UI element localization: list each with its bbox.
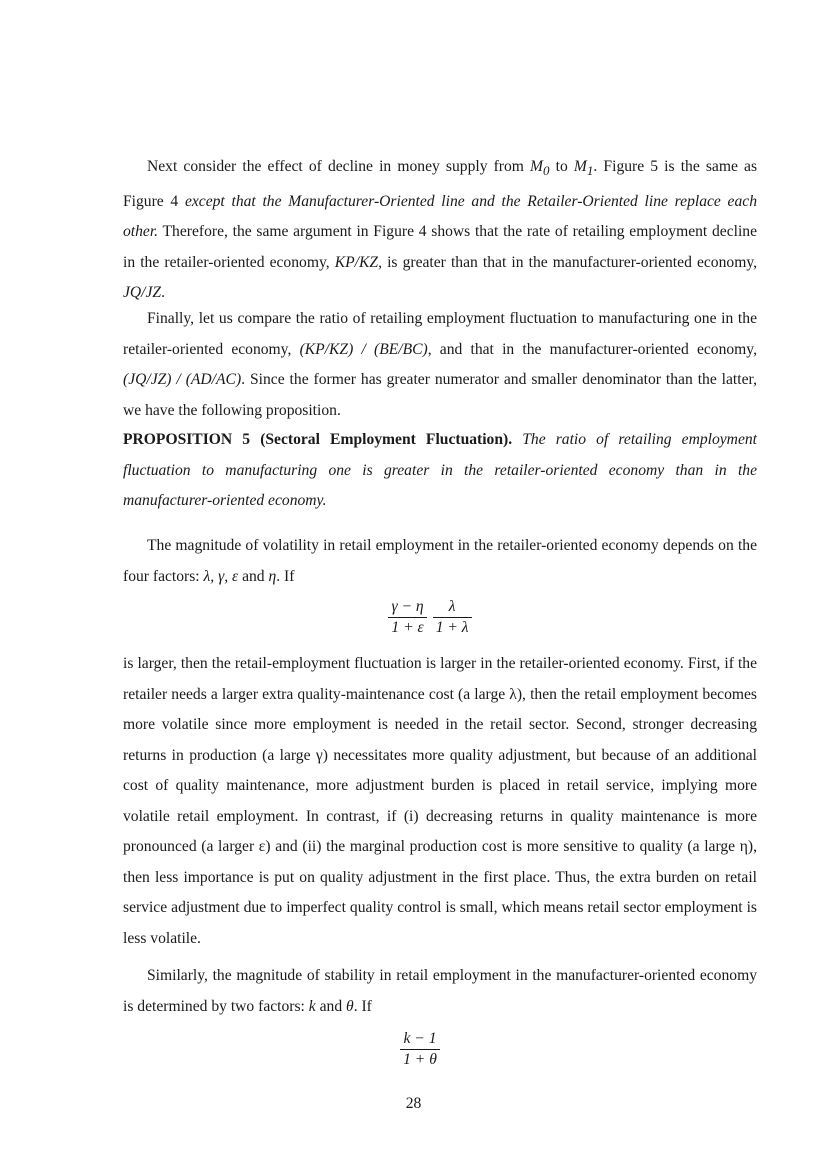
equation-stability	[390, 1030, 450, 1069]
text: Therefore, the same argument in Figure 4 shows that the rate of retailing employment decline in the retailer-oriented economy,	[123, 223, 757, 271]
proposition-5	[123, 425, 757, 517]
math-eta: η	[268, 567, 277, 585]
paragraph-volatility-factors	[123, 531, 757, 592]
text: to	[549, 158, 574, 175]
text: . Since the former has greater numerator and smaller denominator than the latter, we have the following proposition.	[123, 371, 757, 419]
text: Next consider the effect of decline in money supply from	[147, 158, 531, 175]
math-manufacturer-ratio: (JQ/JZ) / (AD/AC)	[123, 371, 242, 388]
emphasis-text: except that the Manufacturer-Oriented line and the Retailer-Oriented line replace each other.	[123, 192, 757, 241]
proposition-label: PROPOSITION 5 (Sectoral Employment Fluctuation).	[123, 431, 513, 448]
math-theta: θ	[346, 997, 354, 1015]
paragraph-stability-factors	[123, 961, 757, 1022]
equation-volatility	[380, 598, 480, 637]
paragraph-ratio-comparison	[123, 304, 757, 426]
math-jq-jz: JQ/JZ	[123, 284, 162, 302]
math-factors: λ, γ, ε	[203, 567, 239, 585]
text: . If	[276, 567, 295, 585]
text: . Figure 5 is the same as Figure 4	[123, 158, 758, 210]
text: Similarly, the magnitude of stability in retail employment in the manufacturer-oriented economy is determined by two factors:	[123, 967, 757, 1015]
fraction-k-theta: $\frac{k - 1}{1 + \theta}$	[400, 1030, 440, 1069]
paragraph-explanation	[123, 649, 757, 954]
text: The magnitude of volatility in retail employment in the retailer-oriented economy depends on the four factors:	[123, 537, 757, 585]
fraction-lambda: $\frac{\lambda}{1 + \lambda}$	[433, 598, 472, 637]
math-k: k	[308, 997, 316, 1015]
text: , and that in the manufacturer-oriented economy,	[427, 340, 757, 358]
math-kp-kz: KP/KZ	[334, 253, 379, 271]
page-number: 28	[405, 1095, 422, 1112]
math-m0: $M_0$	[530, 158, 550, 179]
text: , is greater than that in the manufacturer-oriented economy,	[378, 253, 758, 271]
paragraph-money-supply	[123, 152, 757, 309]
proposition-statement: The ratio of retailing employment fluctuation to manufacturing one is greater in the retailer-oriented economy than in the manufacturer-oriented economy.	[123, 431, 757, 509]
text: .	[161, 284, 166, 302]
math-m1: $M_1$	[573, 158, 594, 179]
text: is larger, then the retail-employment fluctuation is larger in the retailer-oriented economy. First, if the retailer needs a larger extra quality-maintenance cost (a large λ), then the retail employment becomes more volatile since more employment is needed in the retail sector. Second, stronger decreasing returns in production (a large γ) necessitates more quality adjustment, but because of an additional cost of quality maintenance, more adjustment burden is placed in retail service, implying more volatile retail employment. In contrast, if (i) decreasing returns in quality maintenance is more pronounced (a larger ε) and (ii) the marginal production cost is more sensitive to quality (a large η), then less importance is put on quality adjustment in the first place. Thus, the extra burden on retail service adjustment due to imperfect quality control is small, which means retail sector employment is less volatile.	[123, 655, 757, 947]
text: . If	[353, 997, 372, 1015]
text: and	[315, 997, 347, 1015]
text: and	[238, 567, 269, 585]
text: Finally, let us compare the ratio of retailing employment fluctuation to manufacturing one in the retailer-oriented economy,	[123, 310, 757, 358]
fraction-gamma-eta: $\frac{\gamma - \eta}{1 + \varepsilon}$	[388, 598, 426, 637]
math-retailer-ratio: (KP/KZ) / (BE/BC)	[299, 340, 428, 358]
